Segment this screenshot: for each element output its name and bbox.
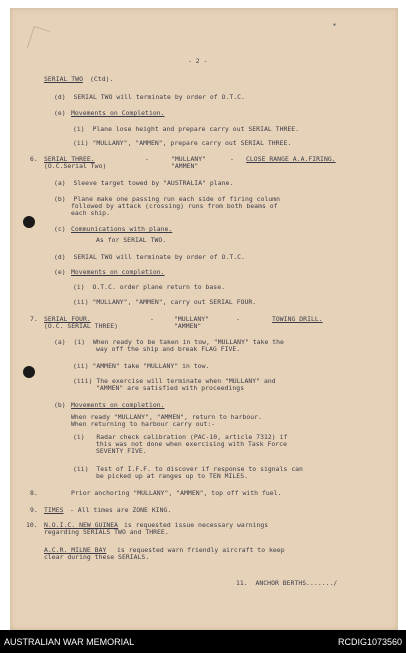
s3-item-c-detail: As for SERIAL TWO. — [96, 236, 167, 244]
item-6-number: 6. — [30, 155, 38, 163]
s2-item-e-i: (i) Plane lose height and prepare carry out SERIAL THREE. — [73, 125, 300, 133]
punch-hole — [23, 366, 35, 378]
item-9-label: TIMES — [44, 506, 64, 514]
s4-item-b-ii-cont: be picked up at ranges up to TEN MILES. — [96, 472, 249, 480]
s3-item-e-i: (i) O.T.C. order plane return to base. — [73, 283, 226, 291]
item-7-dash: - — [236, 315, 240, 323]
item-7-dash: - — [150, 315, 154, 323]
item-7-ship: "AMMEN" — [174, 322, 202, 330]
item-10-second-text: is requested warn friendly aircraft to keep — [117, 546, 285, 554]
item-10-number: 10. — [26, 521, 38, 529]
s4-item-b-i-cont: SEVENTY FIVE. — [96, 447, 147, 455]
item-6-title: SERIAL THREE. — [44, 155, 95, 163]
page-number: - 2 - — [188, 57, 208, 65]
serial-two-suffix: (Ctd). — [90, 75, 114, 83]
s3-item-b-line: followed by attack (crossing) runs from both beams of — [71, 202, 278, 210]
s3-item-b-line: (b) Plane make one passing run each side of firing column — [54, 195, 281, 203]
s2-item-e-heading: Movements on Completion. — [71, 109, 165, 117]
item-10-text: is requested issue necessary warnings — [124, 521, 269, 529]
item-10-second-text-cont: clear during these SERIALS. — [44, 553, 150, 561]
archive-name: AUSTRALIAN WAR MEMORIAL — [4, 637, 135, 647]
s3-item-b-line: each ship. — [71, 209, 110, 217]
s3-item-c-label: (c) — [54, 225, 66, 233]
item-8-number: 8. — [30, 489, 38, 497]
s4-item-a-ii: (ii) "AMMEN" take "MULLANY" in tow. — [73, 362, 210, 370]
s3-item-e-heading: Movements on completion. — [71, 268, 165, 276]
s4-item-b-line: When ready "MULLANY", "AMMEN", return to harbour. — [71, 413, 262, 421]
item-8-text: Prior anchoring "MULLANY", "AMMEN", top off with fuel. — [71, 489, 282, 497]
s3-item-c-heading: Communications with plane. — [71, 225, 173, 233]
item-9-text: - All times are ZONE KING. — [70, 506, 172, 514]
corner-mark: ▪ — [333, 22, 337, 28]
archive-record-id: RCDIG1073560 — [337, 637, 402, 647]
s2-item-d: (d) SERIAL TWO will terminate by order of O.T.C. — [54, 93, 245, 101]
item-11-continuation: 11. ANCHOR BERTHS......./ — [236, 579, 338, 587]
s4-item-a-i-cont: way off the ship and break FLAG FIVE. — [96, 345, 241, 353]
item-7-title: SERIAL FOUR. — [44, 315, 91, 323]
s4-item-a-i: (a) (i) When ready to be taken in tow, "MULLANY" take the — [54, 338, 284, 346]
s3-item-d: (d) SERIAL TWO will terminate by order of O.T.C. — [54, 253, 245, 261]
item-6-ship: "AMMEN" — [171, 162, 199, 170]
serial-two-heading: SERIAL TWO — [44, 75, 83, 83]
s2-item-e-label: (e) — [54, 109, 66, 117]
s4-item-a-iii: (iii) The exercise will terminate when "MULLANY" and — [73, 377, 276, 385]
s4-item-b-label: (b) — [54, 401, 66, 409]
item-7-number: 7. — [30, 315, 38, 323]
item-10-text-cont: regarding SERIALS TWO and THREE. — [44, 528, 169, 536]
item-10-label: N.O.I.C. NEW GUINEA — [44, 521, 119, 529]
archive-footer — [0, 630, 406, 653]
item-7-subtitle: (O.C. SERIAL THREE) — [44, 322, 119, 330]
s4-item-b-line: When returning to harbour carry out:- — [71, 420, 216, 428]
s3-item-a: (a) Sleeve target towed by "AUSTRALIA" plane. — [54, 179, 234, 187]
item-6-dash: - — [145, 155, 149, 163]
item-6-type: CLOSE RANGE A.A.FIRING. — [246, 155, 336, 163]
item-6-ship: "MULLANY" — [171, 155, 207, 163]
s4-item-a-iii-cont: "AMMEN" are satisfied with proceedings — [96, 384, 245, 392]
item-6-subtitle: (O.C.Serial Two) — [44, 162, 107, 170]
s4-item-b-i: (i) Radar check calibration (PAC-10, article 7312) if — [73, 433, 288, 441]
s4-item-b-heading: Movements on completion. — [71, 401, 165, 409]
item-7-type: TOWING DRILL. — [272, 315, 323, 323]
s2-item-e-ii: (ii) "MULLANY", "AMMEN", prepare carry out SERIAL THREE. — [73, 139, 292, 147]
s3-item-e-ii: (ii) "MULLANY", "AMMEN", carry out SERIAL FOUR. — [73, 298, 257, 306]
item-6-dash: - — [230, 155, 234, 163]
s4-item-b-ii: (ii) Test of I.F.F. to discover if response to signals can — [73, 465, 303, 473]
item-10-second-label: A.C.R. MILNE BAY — [44, 546, 107, 554]
s4-item-b-i-cont: this was not done when exercising with Task Force — [96, 440, 287, 448]
punch-hole — [23, 216, 35, 228]
item-7-ship: "MULLANY" — [174, 315, 210, 323]
item-9-number: 9. — [30, 506, 38, 514]
s3-item-e-label: (e) — [54, 268, 66, 276]
